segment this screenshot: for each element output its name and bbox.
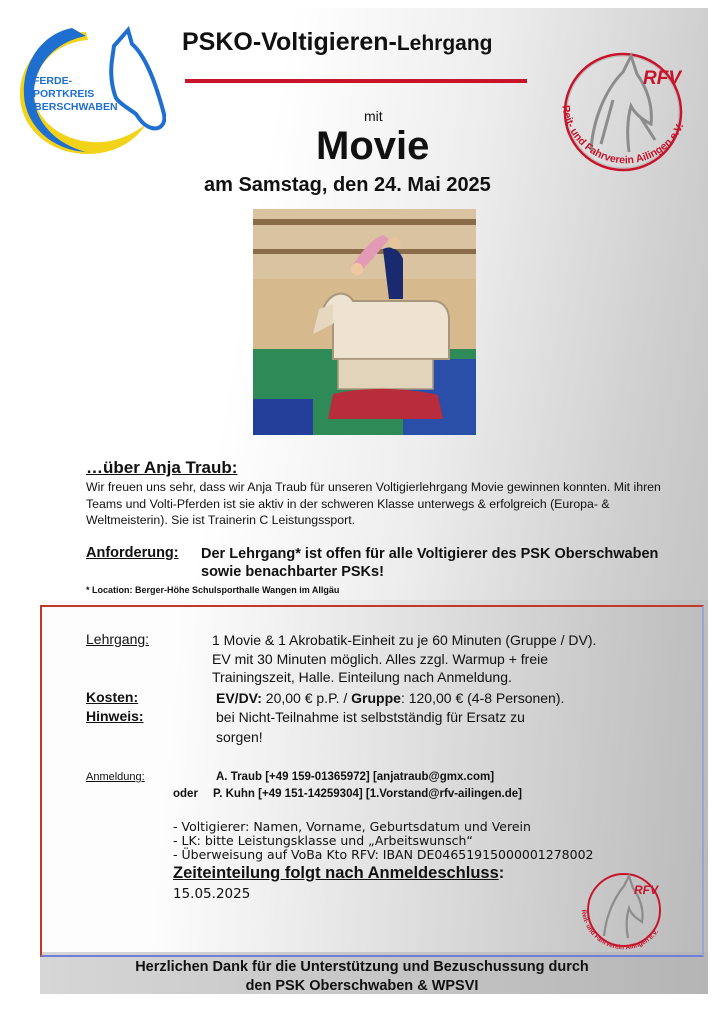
schedule-heading-text: Zeiteinteilung folgt nach Anmeldeschluss <box>173 864 499 882</box>
title-main: PSKO-Voltigieren- <box>182 28 397 56</box>
event-date: am Samstag, den 24. Mai 2025 <box>204 174 491 196</box>
contact-traub: A. Traub [+49 159-01365972] [anjatraub@gmx.com] <box>216 771 495 783</box>
rfv-ring-text: Reit- und Fahrverein Ailingen e.V. <box>559 104 687 167</box>
anmeldung-label: Anmeldung: <box>86 771 145 783</box>
course-name: Movie <box>316 124 430 168</box>
hinweis-label: Hinweis: <box>86 708 144 724</box>
about-heading: …über Anja Traub: <box>86 458 238 477</box>
oder-label: oder <box>173 788 198 800</box>
psk-oberschwaben-logo <box>16 24 166 159</box>
lehrgang-line2: EV mit 30 Minuten möglich. Alles zzgl. Warmup + freie <box>212 651 548 667</box>
psk-logo-line3: OBERSCHWABEN <box>26 101 118 113</box>
svg-text:Reit- und Fahrverein Ailingen <box>559 104 686 166</box>
kosten-label: Kosten: <box>86 689 139 705</box>
footer-line2: den PSK Oberschwaben & WPSVI <box>245 978 479 994</box>
schedule-heading <box>173 864 504 883</box>
footer-thanks <box>40 958 684 996</box>
kosten-gruppe-label: Gruppe <box>351 690 401 706</box>
psk-logo-line1: PFERDE- <box>26 75 73 87</box>
rfv-ring-text-small: Reit- und Fahrverein Ailingen e.V. <box>579 909 661 952</box>
rfv-mark-small: RFV <box>634 883 658 897</box>
page-title <box>182 28 493 57</box>
location-note: * Location: Berger-Höhe Schulsporthalle Wangen im Allgäu <box>86 585 340 595</box>
kosten-value <box>216 689 564 708</box>
rfv-ailingen-logo-small <box>574 866 674 952</box>
registration-item-2: - LK: bitte Leistungsklasse und „Arbeitswunsch“ <box>173 833 473 848</box>
registration-item-1: - Voltigierer: Namen, Vorname, Geburtsdatum und Verein <box>173 819 531 834</box>
hinweis-line2: sorgen! <box>216 729 263 745</box>
schedule-colon: : <box>498 864 505 882</box>
about-text: Wir freuen uns sehr, dass wir Anja Traub für unseren Voltigierlehrgang Movie gewinnen konnten. Mit ihren Teams und Volti-Pferden ist sie aktiv in der schweren Klasse unterwegs & erfolgreich (Europa- & Weltmeisterin). Sie ist Trainerin C Leistungssport. <box>86 480 661 527</box>
schedule-date: 15.05.2025 <box>173 886 251 902</box>
mit-label: mit <box>364 108 383 124</box>
kosten-evdv-label: EV/DV: <box>216 690 262 706</box>
svg-text:Reit- und Fahrverein Ailingen <box>580 909 660 951</box>
lehrgang-line1: 1 Movie & 1 Akrobatik-Einheit zu je 60 Minuten (Gruppe / DV). <box>212 632 597 648</box>
footer-line1: Herzlichen Dank für die Unterstützung und Bezuschussung durch <box>135 959 589 975</box>
psk-logo-line2: SPORTKREIS <box>26 88 95 100</box>
requirement-label: Anforderung: <box>86 545 179 561</box>
rfv-ailingen-logo <box>543 40 701 190</box>
registration-item-3: - Überweisung auf VoBa Kto RFV: IBAN DE04651915000001278002 <box>173 847 594 862</box>
event-photo <box>253 209 476 435</box>
contact-kuhn: P. Kuhn [+49 151-14259304] [1.Vorstand@rfv-ailingen.de] <box>213 788 522 800</box>
kosten-evdv-value: 20,00 € p.P. / <box>265 690 348 706</box>
requirement-text: Der Lehrgang* ist offen für alle Voltigierer des PSK Oberschwaben sowie benachbarter PSKs! <box>201 546 659 580</box>
kosten-gruppe-value: : 120,00 € (4-8 Personen). <box>400 690 565 706</box>
rfv-mark: RFV <box>643 68 681 89</box>
hinweis-line1: bei Nicht-Teilnahme ist selbstständig für Ersatz zu <box>216 709 525 725</box>
title-divider <box>185 79 527 83</box>
lehrgang-line3: Trainingszeit, Halle. Einteilung nach Anmeldung. <box>212 669 512 685</box>
lehrgang-label: Lehrgang: <box>86 631 150 647</box>
title-suffix: Lehrgang <box>396 32 493 55</box>
